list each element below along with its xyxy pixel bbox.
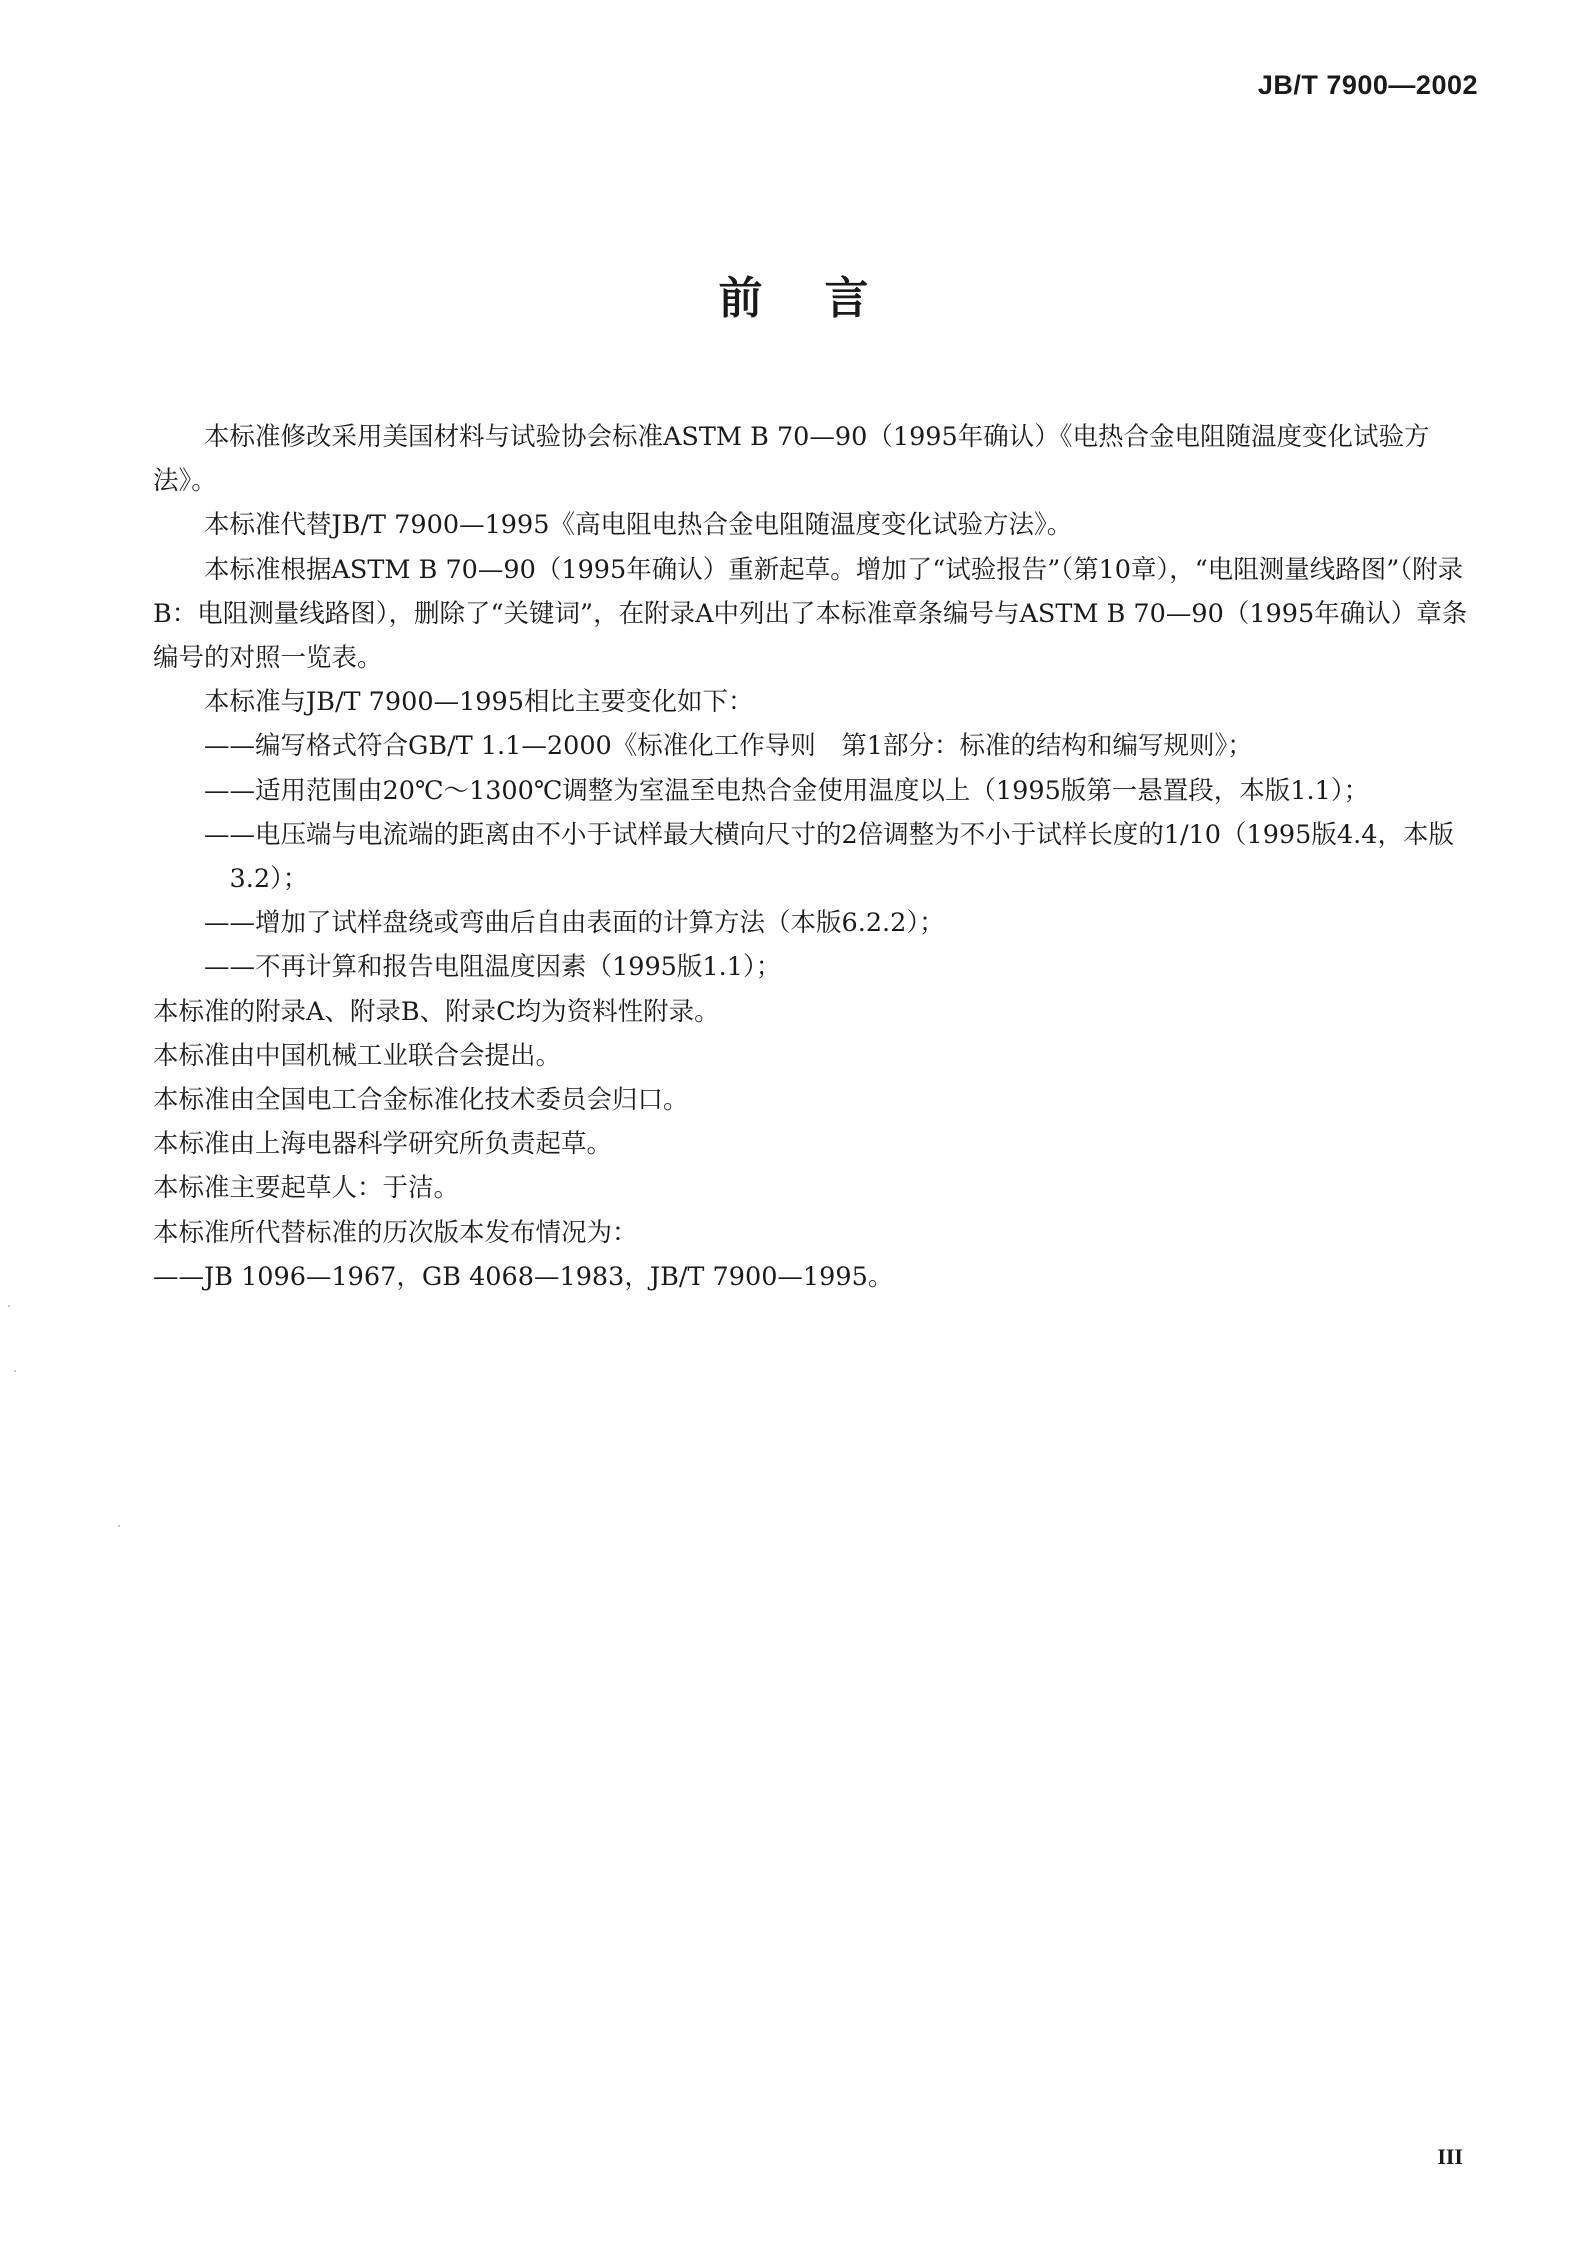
paragraph-history-intro: 本标准所代替标准的历次版本发布情况为： — [153, 1217, 638, 1248]
change-item: ——不再计算和报告电阻温度因素（1995版1.1）； — [204, 952, 782, 983]
change-item: ——编写格式符合GB/T 1.1—2000《标准化工作导则 第1部分：标准的结构和编写规则》； — [204, 731, 1253, 762]
paragraph-drafting-basis: 本标准根据ASTM B 70—90（1995年确认）重新起草。增加了“试验报告”（第10章），“电阻测量线路图”（附录B：电阻测量线路图），删除了“关键词”，在附录A中列出了本标准章条编号与ASTM B 70—90（1995年确认）章条编号的对照一览表。 — [153, 554, 1468, 674]
change-item: ——适用范围由20℃～1300℃调整为室温至电热合金使用温度以上（1995版第一悬置段，本版1.1）； — [204, 775, 1370, 806]
change-item: ——增加了试样盘绕或弯曲后自由表面的计算方法（本版6.2.2）； — [204, 908, 945, 939]
document-body — [153, 415, 1480, 1299]
paragraph-appendix-note: 本标准的附录A、附录B、附录C均为资料性附录。 — [153, 996, 720, 1027]
change-item: ——电压端与电流端的距离由不小于试样最大横向尺寸的2倍调整为不小于试样长度的1/10（1995版4.4，本版3.2）； — [204, 819, 1454, 895]
paragraph-replacement: 本标准代替JB/T 7900—1995《高电阻电热合金电阻随温度变化试验方法》。 — [204, 510, 1073, 541]
paragraph-proposer: 本标准由中国机械工业联合会提出。 — [153, 1040, 562, 1071]
paragraph-drafter: 本标准主要起草人：于洁。 — [153, 1173, 460, 1204]
scan-speck — [118, 1525, 120, 1527]
page-number: III — [1437, 2144, 1463, 2169]
scan-speck — [8, 1305, 10, 1307]
paragraph-committee: 本标准由全国电工合金标准化技术委员会归口。 — [153, 1085, 689, 1116]
standard-code-header: JB/T 7900—2002 — [1257, 70, 1478, 100]
paragraph-adoption: 本标准修改采用美国材料与试验协会标准ASTM B 70—90（1995年确认）《电热合金电阻随温度变化试验方法》。 — [153, 422, 1430, 497]
history-list: ——JB 1096—1967，GB 4068—1983，JB/T 7900—1995。 — [153, 1261, 894, 1292]
scan-speck — [14, 1370, 16, 1372]
page-title: 前言 — [718, 273, 931, 324]
paragraph-drafting-org: 本标准由上海电器科学研究所负责起草。 — [153, 1129, 613, 1160]
paragraph-changes-intro: 本标准与JB/T 7900—1995相比主要变化如下： — [204, 687, 754, 718]
